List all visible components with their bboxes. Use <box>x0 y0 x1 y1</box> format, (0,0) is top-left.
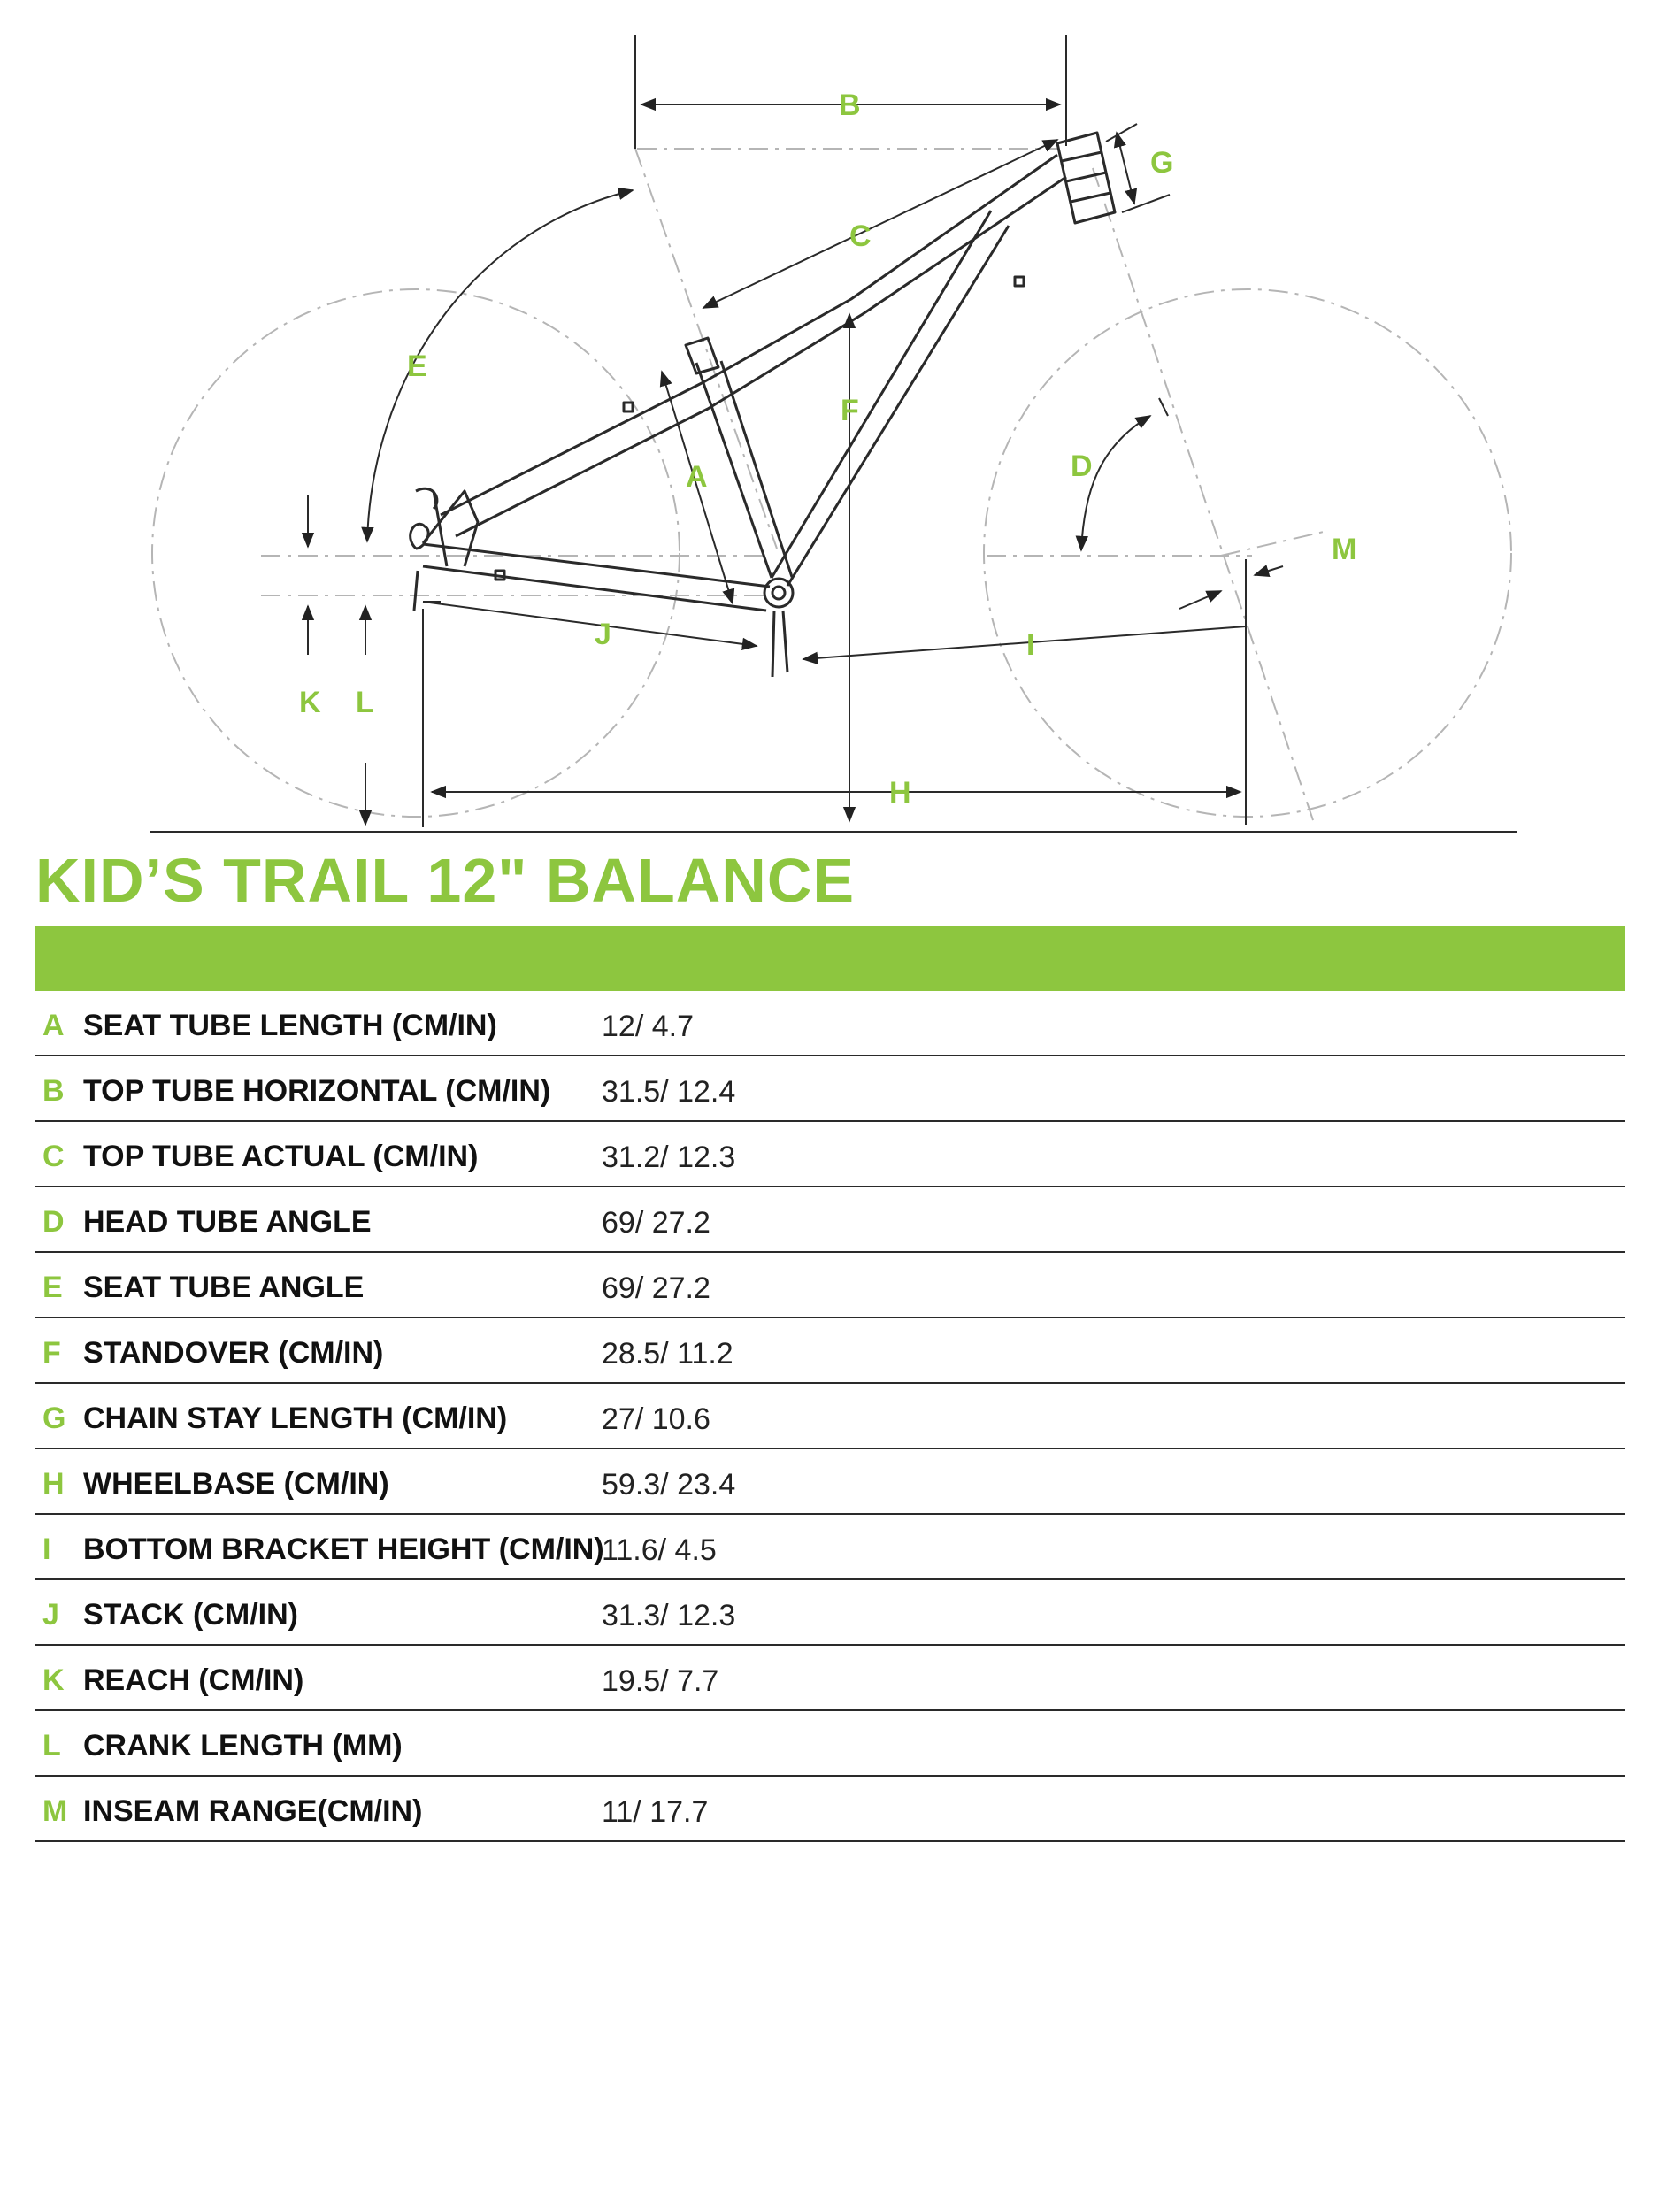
table-row <box>35 1580 1625 1646</box>
row-letter: J <box>42 1598 59 1632</box>
row-letter: B <box>42 1074 65 1108</box>
bike-frame <box>411 133 1115 611</box>
row-letter: G <box>42 1402 66 1435</box>
label-b: B <box>839 88 861 122</box>
table-row <box>35 1122 1625 1187</box>
row-value: 27/ 10.6 <box>602 1402 710 1436</box>
row-label: BOTTOM BRACKET HEIGHT (CM/IN) <box>83 1532 604 1566</box>
label-c: C <box>849 219 872 253</box>
page-title: KID’S TRAIL 12" BALANCE <box>35 846 856 915</box>
row-label: STANDOVER (CM/IN) <box>83 1336 384 1370</box>
row-label: TOP TUBE HORIZONTAL (CM/IN) <box>83 1074 551 1108</box>
table-header-bar <box>35 926 1625 991</box>
row-label: TOP TUBE ACTUAL (CM/IN) <box>83 1140 479 1173</box>
table-row <box>35 1711 1625 1777</box>
row-letter: D <box>42 1205 65 1239</box>
row-value: 69/ 27.2 <box>602 1206 710 1240</box>
reference-lines <box>261 149 1327 823</box>
table-row <box>35 1646 1625 1711</box>
row-value: 31.3/ 12.3 <box>602 1599 736 1632</box>
label-j: J <box>595 618 611 651</box>
row-value: 11.6/ 4.5 <box>602 1533 717 1567</box>
label-l: L <box>356 686 374 719</box>
row-letter: L <box>42 1729 61 1763</box>
row-label: CHAIN STAY LENGTH (CM/IN) <box>83 1402 508 1435</box>
label-a: A <box>686 460 708 494</box>
table-row <box>35 1777 1625 1842</box>
table-row <box>35 1515 1625 1580</box>
row-letter: K <box>42 1663 65 1697</box>
row-letter: E <box>42 1271 63 1304</box>
label-i: I <box>1026 628 1035 662</box>
row-label: SEAT TUBE LENGTH (CM/IN) <box>83 1009 497 1042</box>
row-value: 11/ 17.7 <box>602 1795 709 1829</box>
table-row <box>35 1318 1625 1384</box>
row-label: WHEELBASE (CM/IN) <box>83 1467 389 1501</box>
geometry-table <box>35 991 1625 1842</box>
table-row <box>35 1187 1625 1253</box>
row-value: 69/ 27.2 <box>602 1271 710 1305</box>
row-letter: A <box>42 1009 65 1042</box>
label-g: G <box>1150 146 1174 180</box>
label-e: E <box>407 349 427 383</box>
table-row <box>35 1056 1625 1122</box>
table-row <box>35 1449 1625 1515</box>
row-value: 59.3/ 23.4 <box>602 1468 736 1502</box>
row-letter: F <box>42 1336 61 1370</box>
bike-geometry-diagram <box>0 0 1659 841</box>
row-letter: M <box>42 1794 68 1828</box>
bottom-bracket <box>764 579 793 677</box>
row-value: 31.5/ 12.4 <box>602 1075 736 1109</box>
row-label: SEAT TUBE ANGLE <box>83 1271 365 1304</box>
row-letter: C <box>42 1140 65 1173</box>
row-label: CRANK LENGTH (MM) <box>83 1729 403 1763</box>
label-h: H <box>889 776 911 810</box>
label-f: F <box>841 394 859 427</box>
label-m: M <box>1332 533 1357 566</box>
front-wheel <box>984 289 1511 817</box>
table-row <box>35 1384 1625 1449</box>
label-k: K <box>299 686 321 719</box>
dimension-lines <box>308 35 1283 827</box>
label-d: D <box>1071 449 1093 483</box>
row-label: STACK (CM/IN) <box>83 1598 298 1632</box>
row-label: HEAD TUBE ANGLE <box>83 1205 372 1239</box>
row-value: 31.2/ 12.3 <box>602 1141 736 1174</box>
row-letter: H <box>42 1467 65 1501</box>
table-row <box>35 991 1625 1056</box>
row-letter: I <box>42 1532 51 1566</box>
row-value: 28.5/ 11.2 <box>602 1337 733 1371</box>
row-label: INSEAM RANGE(CM/IN) <box>83 1794 423 1828</box>
table-row <box>35 1253 1625 1318</box>
row-label: REACH (CM/IN) <box>83 1663 304 1697</box>
row-value: 19.5/ 7.7 <box>602 1664 719 1698</box>
row-value: 12/ 4.7 <box>602 1010 694 1043</box>
